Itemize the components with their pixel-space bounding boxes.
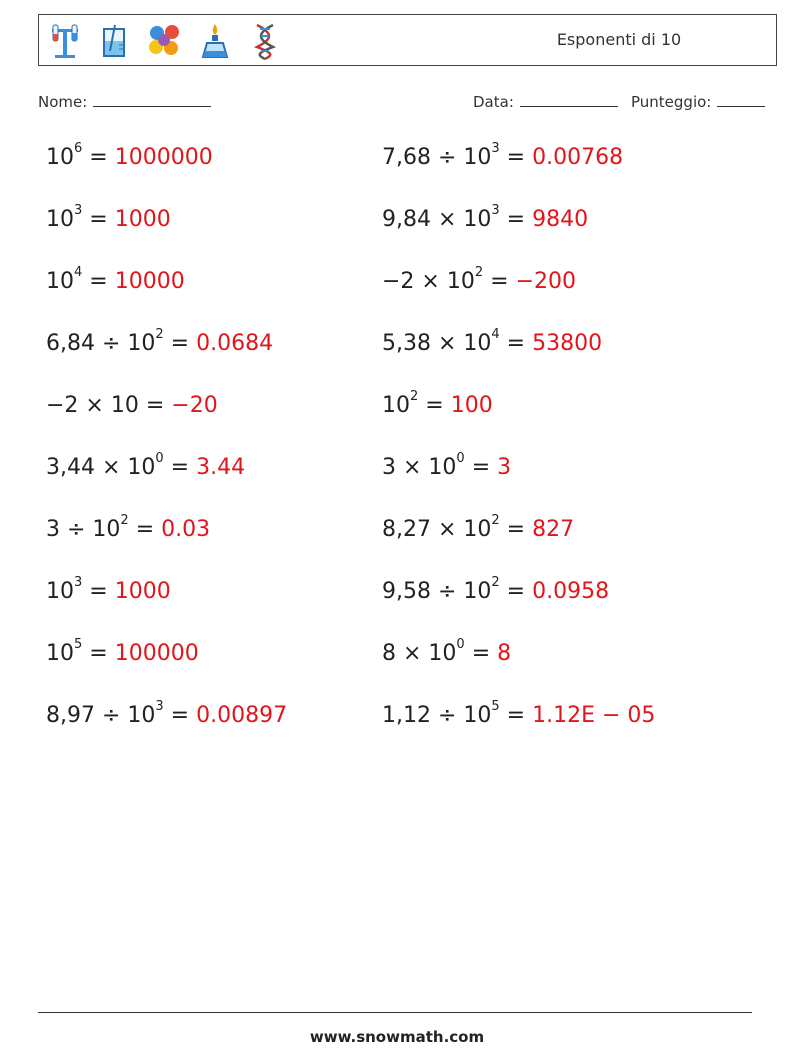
problem-exponent: 0 xyxy=(456,450,465,466)
problem-answer: 8 xyxy=(497,641,512,666)
problem-answer: 100000 xyxy=(114,641,199,666)
problem-exponent: 2 xyxy=(155,326,164,342)
problem-equals: = xyxy=(418,393,444,418)
date-line xyxy=(520,92,618,107)
problem-expression: 8,27 × 10 xyxy=(382,517,492,542)
problem-expression: 8,97 ÷ 10 xyxy=(46,703,156,728)
problem-answer: 0.0958 xyxy=(532,579,610,604)
problem-expression: −2 × 10 = xyxy=(46,393,165,418)
problem-right-10 xyxy=(382,696,655,736)
problem-right-7 xyxy=(382,510,574,550)
problem-answer: 0.03 xyxy=(161,517,211,542)
problem-exponent: 4 xyxy=(74,264,83,280)
problem-equals: = xyxy=(464,641,491,666)
problem-equals: = xyxy=(499,331,526,356)
problem-expression: 10 xyxy=(46,145,74,170)
problem-left-10 xyxy=(46,696,287,736)
problem-answer: 827 xyxy=(532,517,575,542)
problem-right-2 xyxy=(382,200,588,240)
problem-expression: 3 ÷ 10 xyxy=(46,517,121,542)
problem-answer: 100 xyxy=(450,393,493,418)
problem-expression: 10 xyxy=(46,269,74,294)
dna-icon xyxy=(245,21,285,61)
problem-exponent: 0 xyxy=(155,450,164,466)
problem-exponent: 2 xyxy=(491,574,500,590)
problem-expression: 10 xyxy=(46,641,74,666)
score-line xyxy=(717,92,765,107)
problem-left-5 xyxy=(46,386,218,426)
problem-answer: 9840 xyxy=(532,207,589,232)
problem-answer: 1000 xyxy=(114,207,171,232)
problem-equals: = xyxy=(499,703,526,728)
problem-right-3 xyxy=(382,262,576,302)
molecule-icon xyxy=(145,21,185,61)
problem-left-3 xyxy=(46,262,185,302)
problem-right-1 xyxy=(382,138,623,178)
problem-expression: 9,84 × 10 xyxy=(382,207,492,232)
bunsen-burner-icon xyxy=(195,21,235,61)
footer-url: www.snowmath.com xyxy=(309,1028,485,1046)
problem-right-5 xyxy=(382,386,493,426)
problem-exponent: 2 xyxy=(474,264,484,280)
problem-answer: 3 xyxy=(497,455,512,480)
problem-exponent: 2 xyxy=(120,512,129,528)
problem-answer: −200 xyxy=(515,269,577,294)
problem-equals: = xyxy=(499,207,526,232)
problem-exponent: 5 xyxy=(491,698,500,714)
problem-equals: = xyxy=(499,579,526,604)
worksheet-header xyxy=(38,14,777,66)
problem-exponent: 2 xyxy=(410,388,419,404)
problem-answer: 0.0684 xyxy=(196,331,274,356)
problem-exponent: 3 xyxy=(74,574,83,590)
problem-right-4 xyxy=(382,324,602,364)
problem-expression: 3,44 × 10 xyxy=(46,455,156,480)
problem-answer: 10000 xyxy=(114,269,185,294)
problem-equals: = xyxy=(82,579,108,604)
problem-expression: −2 × 10 xyxy=(382,269,475,294)
problem-equals: = xyxy=(82,641,108,666)
worksheet-title: Esponenti di 10 xyxy=(556,30,682,49)
problem-expression: 10 xyxy=(382,393,410,418)
problem-equals: = xyxy=(483,269,509,294)
problem-equals: = xyxy=(464,455,491,480)
date-field xyxy=(473,92,618,111)
name-field xyxy=(38,92,211,111)
problem-expression: 8 × 10 xyxy=(382,641,457,666)
problem-left-7 xyxy=(46,510,210,550)
footer-divider xyxy=(38,1012,752,1013)
problem-expression: 6,84 ÷ 10 xyxy=(46,331,156,356)
problem-right-8 xyxy=(382,572,609,612)
problem-equals: = xyxy=(499,145,526,170)
problem-exponent: 3 xyxy=(155,698,164,714)
problem-exponent: 6 xyxy=(74,140,83,156)
date-label: Data: xyxy=(473,93,514,111)
problem-equals: = xyxy=(163,331,190,356)
problem-equals: = xyxy=(499,517,526,542)
name-label: Nome: xyxy=(38,93,88,111)
problem-right-9 xyxy=(382,634,511,674)
problem-left-1 xyxy=(46,138,213,178)
problem-exponent: 3 xyxy=(491,202,500,218)
problem-answer: 0.00768 xyxy=(532,145,624,170)
problem-answer: 0.00897 xyxy=(196,703,288,728)
problem-exponent: 4 xyxy=(491,326,500,342)
score-field xyxy=(631,92,765,111)
problem-left-9 xyxy=(46,634,199,674)
problem-equals: = xyxy=(163,455,190,480)
problem-exponent: 3 xyxy=(74,202,83,218)
problem-expression: 10 xyxy=(46,579,74,604)
problem-exponent: 2 xyxy=(491,512,500,528)
problem-equals: = xyxy=(82,269,108,294)
problem-left-4 xyxy=(46,324,273,364)
problem-expression: 3 × 10 xyxy=(382,455,457,480)
problem-right-6 xyxy=(382,448,511,488)
problem-left-8 xyxy=(46,572,171,612)
score-label: Punteggio: xyxy=(631,93,712,111)
problem-exponent: 3 xyxy=(491,140,500,156)
problem-answer: 53800 xyxy=(532,331,603,356)
problem-exponent: 5 xyxy=(74,636,83,652)
problem-answer: 1.12E − 05 xyxy=(532,703,656,728)
problem-equals: = xyxy=(82,145,108,170)
beaker-icon xyxy=(95,21,135,61)
problem-answer: 1000000 xyxy=(114,145,213,170)
problem-equals: = xyxy=(82,207,108,232)
problem-equals: = xyxy=(163,703,190,728)
problem-expression: 9,58 ÷ 10 xyxy=(382,579,492,604)
name-line xyxy=(93,92,211,107)
problem-expression: 1,12 ÷ 10 xyxy=(382,703,492,728)
problem-exponent: 0 xyxy=(456,636,465,652)
problem-left-2 xyxy=(46,200,171,240)
icon-strip xyxy=(45,21,285,61)
test-tubes-icon xyxy=(45,21,85,61)
problem-answer: 1000 xyxy=(114,579,171,604)
problem-answer: −20 xyxy=(171,393,218,418)
problem-answer: 3.44 xyxy=(196,455,246,480)
problem-expression: 5,38 × 10 xyxy=(382,331,492,356)
problem-left-6 xyxy=(46,448,245,488)
problem-expression: 7,68 ÷ 10 xyxy=(382,145,492,170)
problem-expression: 10 xyxy=(46,207,74,232)
problem-equals: = xyxy=(128,517,155,542)
